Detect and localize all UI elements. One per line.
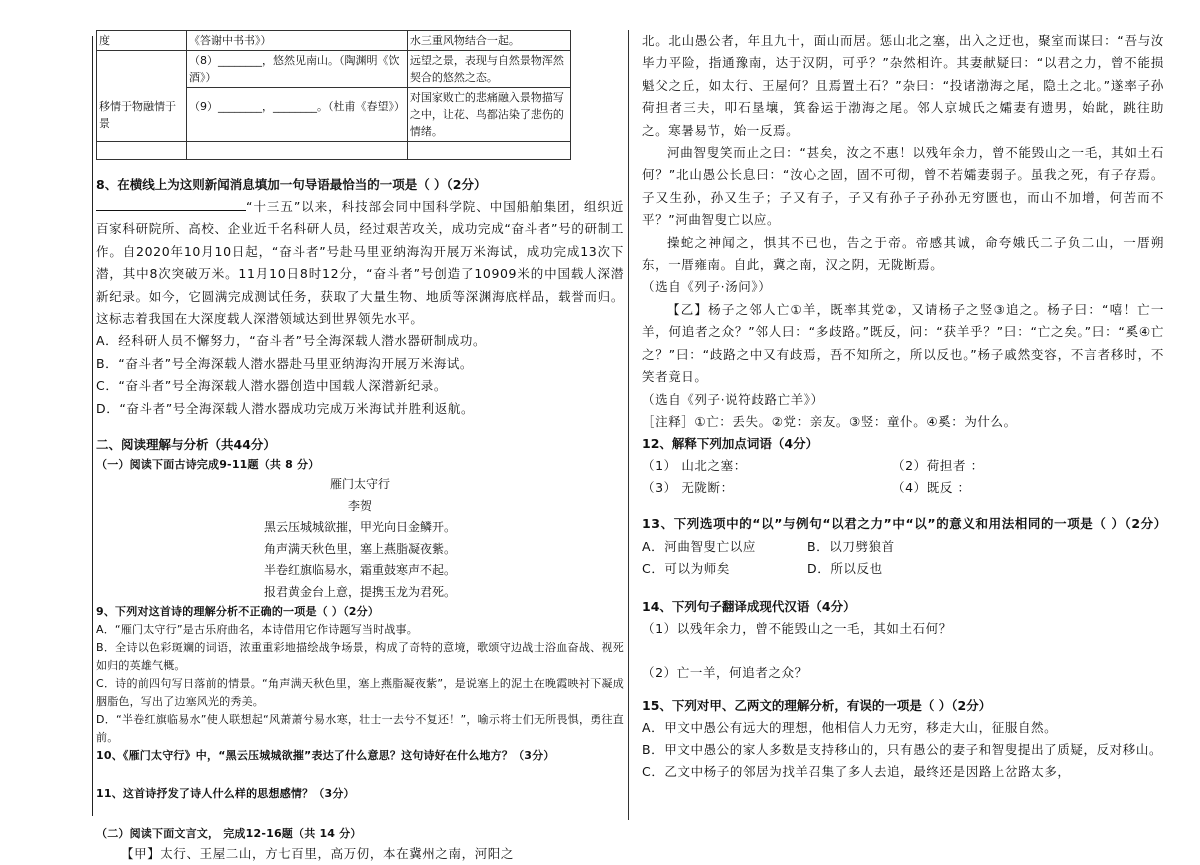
poem-author: 李贺 [347, 498, 372, 513]
table-row [97, 51, 571, 88]
poem-title: 雁门太守行 [329, 477, 390, 492]
table-cell [97, 142, 187, 160]
q15-option-b[interactable]: B．甲文中愚公的家人多数是支持移山的，只有愚公的妻子和智叟提出了质疑，反对移山。 [642, 741, 1163, 757]
table-cell [407, 142, 570, 160]
q9-option-b[interactable]: B．全诗以色彩斑斓的词语，浓重重彩地描绘战争场景，构成了奇特的意境，歌颂守边战士浴血奋战、视死如归的英雄气概。 [96, 641, 624, 673]
q8-option-c[interactable]: C．“奋斗者”号全海深载人潜水器创造中国载人深潜新纪录。 [96, 378, 447, 394]
part-2-heading: （二）阅读下面文言文， 完成12-16题（共 14 分） [96, 827, 362, 841]
table-cell[interactable]: （9）________，________。（杜甫《春望》） [187, 88, 408, 142]
poem-line: 黑云压城城欲摧，甲光向日金鳞开。 [263, 520, 456, 535]
passage-jia-source: （选自《列子·汤问》） [642, 279, 772, 295]
q12-item[interactable]: （3） 无陇断： [642, 480, 734, 496]
right-column [642, 30, 1167, 784]
q14-item-1: （1）以残年余力，曾不能毁山之一毛，其如土石何？ [642, 620, 952, 636]
passage-yi: 【乙】杨子之邻人亡①羊，既率其党②，又请杨子之竖③追之。杨子曰：“嘻！亡一羊，何追者之众？”邻人曰：“多歧路。”既反，问：“获羊乎？”曰：“亡之矣。”曰：“奚④亡之？”曰：“歧路之中又有歧焉，吾不知所之，所以反也。”杨子戚然变容，不言者移时，不笑者竟日。 [642, 301, 1164, 385]
q13-option-a[interactable]: A．河曲智叟亡以应 [642, 538, 756, 554]
q8-option-b[interactable]: B．“奋斗者”号全海深载人潜水器赴马里亚纳海沟开展万米海试。 [96, 355, 474, 371]
q9-option-c[interactable]: C．诗的前四句写日落前的情景。“角声满天秋色里，塞上燕脂凝夜紫”，是说塞上的泥土在晚霞映衬下凝成胭脂色，写出了边塞风光的秀美。 [96, 677, 624, 709]
table-cell: 对国家败亡的悲痛融入景物描写之中，让花、鸟都沾染了悲伤的情绪。 [407, 88, 570, 142]
passage-jia-start: 【甲】太行、王屋二山，方七百里，高万仞，本在冀州之南，河阳之 [121, 846, 515, 862]
question-8-stem: 8、在横线上为这则新闻消息填加一句导语最恰当的一项是（ ）（2分） [96, 177, 487, 192]
table-cell [187, 142, 408, 160]
news-passage: “十三五”以来，科技部会同中国科学院、中国船舶集团，组织近百家科研院所、高校、企业近千名科研人员，经过艰苦攻关，成功完成“奋斗者”号的研制工作。自2020年10月10日起，“奋斗者”号赴马里亚纳海沟开展万米海试，成功完成13次下潜，其中8次突破万米。11月10日8时12分，“奋斗者”号创造了10909米的中国载人深潜新纪录。如今，它圆满完成测试任务，获取了大量生物、地质等深渊海底样品，载誉而归。这标志着我国在大深度载人深潜领域达到世界领先水平。 [96, 199, 624, 327]
question-13-stem: 13、下列选项中的“以”与例句“以君之力”中“以”的意义和用法相同的一项是（ ）（2分） [642, 516, 1167, 532]
q13-option-d[interactable]: D．所以反也 [807, 560, 883, 576]
q15-option-a[interactable]: A．甲文中愚公有远大的理想，他相信人力无穷，移走大山，征服自然。 [642, 719, 1058, 735]
answer-blank[interactable] [96, 198, 246, 211]
question-12-stem: 12、解释下列加点词语（4分） [642, 436, 819, 452]
q14-item-2: （2）亡一羊，何追者之众？ [642, 665, 808, 681]
table-row [97, 88, 571, 142]
q13-option-c[interactable]: C．可以为师矣 [642, 560, 730, 576]
answer-space[interactable] [96, 803, 624, 825]
table-cell: 《答谢中书书》） [187, 31, 408, 51]
passage-jia-cont: 北。北山愚公者，年且九十，面山而居。惩山北之塞，出入之迂也，聚室而谋曰：“吾与汝毕力平险，指通豫南，达于汉阴，可乎？”杂然相许。其妻献疑曰：“以君之力，曾不能损魁父之丘，如太行、王屋何？且焉置土石？”杂曰：“投诸渤海之尾，隐土之北。”遂率子孙荷担者三夫，叩石垦壤，箕畚运于渤海之尾。邻人京城氏之孀妻有遗男，始龀，跳往助之。寒暑易节，始一反焉。 [642, 33, 1164, 138]
answer-space[interactable] [642, 640, 1164, 662]
poem-line: 半卷红旗临易水，霜重鼓寒声不起。 [263, 563, 456, 578]
column-divider [628, 30, 629, 820]
annotations: ［注释］①亡：丢失。②党：亲友。③竖：童仆。④奚：为什么。 [642, 413, 1017, 429]
passage-jia-p3: 操蛇之神闻之，惧其不已也，告之于帝。帝感其诚，命夸娥氏二子负二山，一厝朔东，一厝雍南。自此，冀之南，汉之阴，无陇断焉。 [642, 234, 1164, 273]
poem-line: 报君黄金台上意，提携玉龙为君死。 [263, 584, 456, 599]
table-cell[interactable]: （8）________，悠然见南山。（陶渊明《饮酒》） [187, 51, 408, 88]
q15-option-c[interactable]: C．乙文中杨子的邻居为找羊召集了多人去追，最终还是因路上岔路太多， [642, 764, 1071, 780]
poem-line: 角声满天秋色里，塞上燕脂凝夜紫。 [263, 541, 456, 556]
poetry-table [96, 30, 571, 160]
q9-option-d[interactable]: D．“半卷红旗临易水”使人联想起“风萧萧兮易水寒，壮士一去兮不复还！”，喻示将士们无所畏惧，勇往直前。 [96, 713, 624, 745]
question-14-stem: 14、下列句子翻译成现代汉语（4分） [642, 598, 856, 614]
table-cell: 移情于物融情于景 [97, 88, 187, 142]
answer-space[interactable] [96, 765, 624, 785]
left-margin-line [92, 36, 93, 816]
table-cell: 度 [97, 31, 187, 51]
answer-space[interactable] [642, 685, 1164, 695]
question-9-stem: 9、下列对这首诗的理解分析不正确的一项是（ ）（2分） [96, 605, 380, 619]
q12-item[interactable]: （4）既反 ： [892, 480, 971, 496]
left-column [96, 30, 624, 865]
question-10: 10、《雁门太守行》中，“黑云压城城欲摧”表达了什么意思？这句诗好在什么地方？（3分） [96, 749, 555, 763]
question-15-stem: 15、下列对甲、乙两文的理解分析，有误的一项是（ ）（2分） [642, 697, 992, 713]
q12-item[interactable]: （2）荷担者 ： [892, 458, 984, 474]
passage-yi-source: （选自《列子·说符歧路亡羊》） [642, 391, 824, 407]
q13-option-b[interactable]: B．以刀劈狼首 [807, 538, 895, 554]
question-11: 11、这首诗抒发了诗人什么样的思想感情？（3分） [96, 787, 355, 801]
table-cell [97, 51, 187, 88]
q12-item[interactable]: （1） 山北之塞： [642, 458, 747, 474]
table-row [97, 142, 571, 160]
table-row [97, 31, 571, 51]
section-2-title: 二、阅读理解与分析（共44分） [96, 437, 276, 453]
passage-jia-p2: 河曲智叟笑而止之曰：“甚矣，汝之不惠！以残年余力，曾不能毁山之一毛，其如土石何？”北山愚公长息曰：“汝心之固，固不可彻，曾不若孀妻弱子。虽我之死，有子存焉。子又生孙，孙又生子；子又有子，子又有孙子子孙孙无穷匮也，而山不加增，何苦而不平？”河曲智叟亡以应。 [642, 145, 1164, 228]
q8-option-d[interactable]: D．“奋斗者”号全海深载人潜水器成功完成万米海试并胜利返航。 [96, 400, 475, 416]
part-1-heading: （一）阅读下面古诗完成9-11题（共 8 分） [96, 458, 320, 472]
table-cell: 水三重风物结合一起。 [407, 31, 570, 51]
table-cell: 远望之景，表现与自然景物浑然契合的悠然之态。 [407, 51, 570, 88]
q8-option-a[interactable]: A．经科研人员不懈努力，“奋斗者”号全海深载人潜水器研制成功。 [96, 333, 487, 349]
q9-option-a[interactable]: A．“雁门太守行”是古乐府曲名，本诗借用它作诗题写当时战事。 [96, 623, 418, 637]
